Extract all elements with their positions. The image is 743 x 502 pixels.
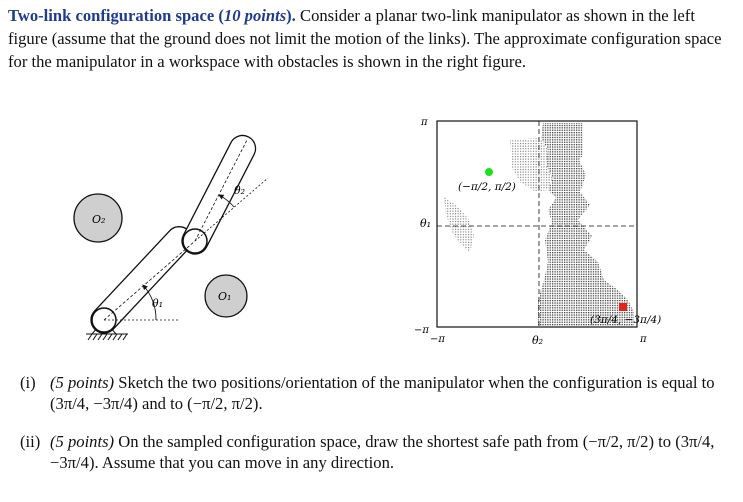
obstacle-o2-label: O₂ bbox=[92, 213, 106, 226]
y-axis-top-tick: π bbox=[421, 117, 428, 128]
ground-hatch bbox=[86, 334, 128, 340]
question-i-text: Sketch the two positions/orientation of the manipulator when the configuration is equal to (3π/4, −3π/4) and to (−π/2, π/2). bbox=[50, 373, 715, 413]
question-ii-number: (ii) bbox=[20, 432, 41, 451]
problem-body: Consider a planar two-link manipulator as shown in the left figure (assume that the ground does not limit the motion of the links). The approximate configuration space for the manipulator in a workspace with obstacles is shown in the right figure. bbox=[8, 6, 722, 71]
goal-label: (3π/4, −3π/4) bbox=[590, 314, 662, 326]
obstacle-o1-label: O₁ bbox=[218, 290, 232, 303]
theta2-label: θ₂ bbox=[234, 184, 246, 197]
question-ii bbox=[20, 431, 732, 473]
start-point bbox=[485, 168, 493, 176]
question-ii-points: (5 points) bbox=[50, 432, 115, 451]
x-axis-label: θ₂ bbox=[532, 334, 544, 347]
start-label: (−π/2, π/2) bbox=[458, 181, 516, 193]
y-axis-label: θ₁ bbox=[420, 217, 432, 230]
goal-point bbox=[619, 303, 627, 311]
theta1-label: θ₁ bbox=[152, 297, 164, 310]
x-axis-right-tick: π bbox=[640, 334, 647, 345]
manipulator-figure bbox=[74, 131, 268, 340]
x-axis-left-tick: −π bbox=[430, 334, 445, 345]
question-ii-text: On the sampled configuration space, draw the shortest safe path from (−π/2, π/2) to (3π/4, −3π/4). Assume that you can move in any direction. bbox=[50, 432, 715, 472]
question-i bbox=[20, 372, 732, 414]
cspace-figure bbox=[414, 117, 661, 347]
problem-heading: Two-link configuration space (10 points). bbox=[8, 6, 296, 25]
y-axis-bottom-tick: −π bbox=[414, 325, 429, 336]
question-i-points: (5 points) bbox=[50, 373, 115, 392]
question-i-number: (i) bbox=[20, 373, 36, 392]
